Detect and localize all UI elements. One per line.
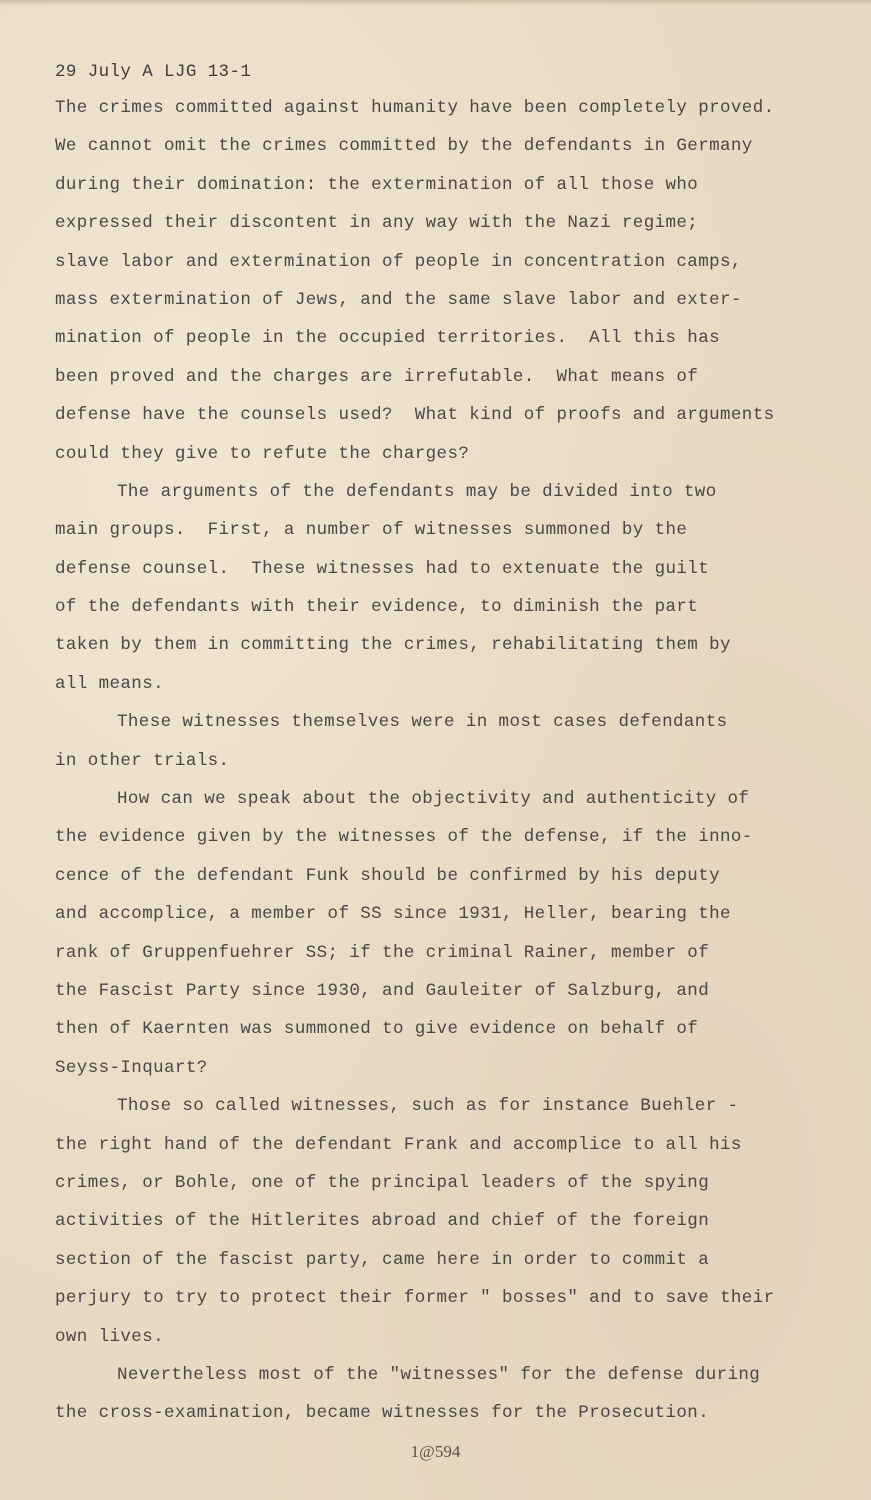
- text-line: defense counsel. These witnesses had to extenuate the guilt: [55, 558, 710, 579]
- page-top-edge: [0, 0, 871, 6]
- text-line: could they give to refute the charges?: [55, 443, 470, 464]
- text-line: activities of the Hitlerites abroad and chief of the foreign: [55, 1211, 710, 1232]
- text-line: perjury to try to protect their former " bosses" and to save their: [55, 1288, 775, 1309]
- text-line: We cannot omit the crimes committed by the defendants in Germany: [55, 136, 753, 157]
- text-line: during their domination: the extermination of all those who: [55, 174, 699, 195]
- text-line: section of the fascist party, came here in order to commit a: [55, 1249, 710, 1270]
- text-line: Nevertheless most of the "witnesses" for the defense during: [117, 1364, 761, 1385]
- text-line: the right hand of the defendant Frank and accomplice to all his: [55, 1134, 742, 1155]
- text-line: the cross-examination, became witnesses for the Prosecution.: [55, 1403, 710, 1424]
- text-line: main groups. First, a number of witnesses summoned by the: [55, 520, 688, 541]
- text-line: in other trials.: [55, 750, 230, 771]
- text-line: own lives.: [55, 1326, 165, 1347]
- text-line: expressed their discontent in any way with the Nazi regime;: [55, 213, 699, 234]
- text-lines: [55, 89, 845, 1433]
- page-number: 1@594: [410, 1442, 461, 1461]
- text-line: How can we speak about the objectivity and authenticity of: [117, 789, 750, 810]
- text-line: cence of the defendant Funk should be confirmed by his deputy: [55, 865, 721, 886]
- text-line: slave labor and extermination of people in concentration camps,: [55, 251, 742, 272]
- document-header: 29 July A LJG 13-1: [55, 62, 252, 82]
- text-line: defense have the counsels used? What kind of proofs and arguments: [55, 405, 775, 426]
- text-line: then of Kaernten was summoned to give evidence on behalf of: [55, 1019, 699, 1040]
- text-line: The crimes committed against humanity have been completely proved.: [55, 98, 775, 118]
- document-body: [55, 55, 845, 1433]
- text-line: and accomplice, a member of SS since 1931, Heller, bearing the: [55, 904, 731, 925]
- text-line: crimes, or Bohle, one of the principal leaders of the spying: [55, 1172, 710, 1193]
- text-line: been proved and the charges are irrefutable. What means of: [55, 366, 699, 387]
- text-line: of the defendants with their evidence, to diminish the part: [55, 597, 699, 618]
- text-line: These witnesses themselves were in most cases defendants: [117, 712, 728, 733]
- text-line: Seyss-Inquart?: [55, 1057, 208, 1078]
- text-line: taken by them in committing the crimes, rehabilitating them by: [55, 635, 731, 656]
- text-line: the evidence given by the witnesses of the defense, if the inno-: [55, 827, 753, 848]
- text-line: the Fascist Party since 1930, and Gauleiter of Salzburg, and: [55, 980, 710, 1001]
- text-line: mass extermination of Jews, and the same slave labor and exter-: [55, 289, 742, 310]
- text-line: Those so called witnesses, such as for instance Buehler -: [117, 1096, 739, 1117]
- text-line: mination of people in the occupied territories. All this has: [55, 328, 721, 349]
- text-line: The arguments of the defendants may be divided into two: [117, 481, 717, 502]
- text-line: rank of Gruppenfuehrer SS; if the criminal Rainer, member of: [55, 942, 710, 963]
- text-line: all means.: [55, 673, 165, 694]
